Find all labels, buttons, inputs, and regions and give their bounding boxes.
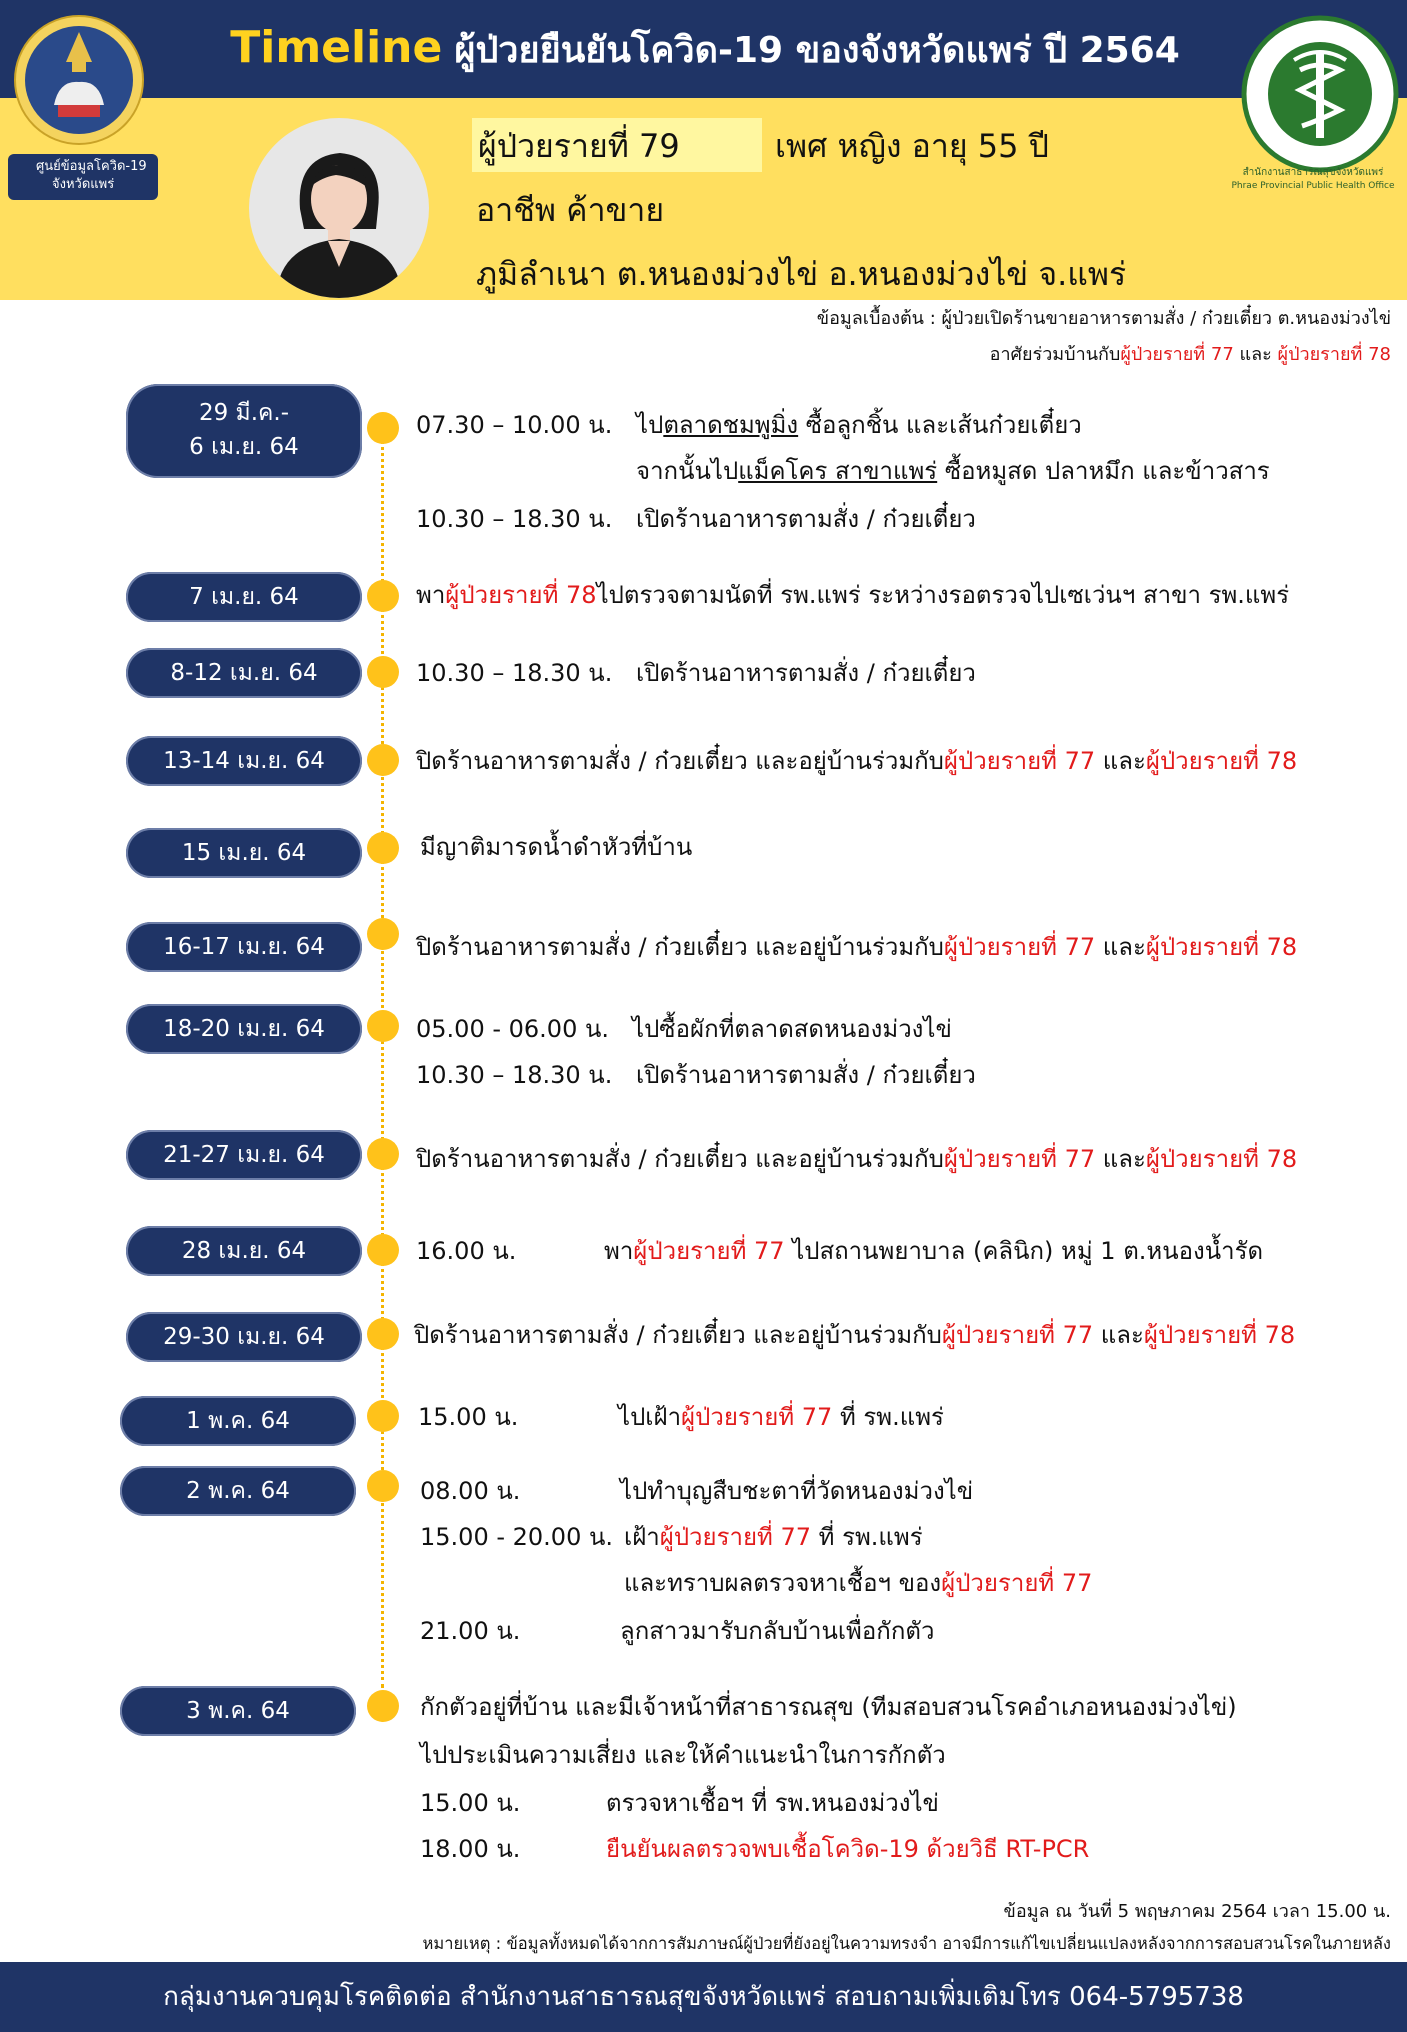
e9-c: ไปสถานพยาบาล (คลินิก) หมู่ 1 ต.หนองน้ำรัด bbox=[784, 1237, 1264, 1265]
event-e13-time3: 15.00 น. bbox=[420, 1789, 521, 1817]
patient-occupation: อาชีพ ค้าขาย bbox=[476, 191, 665, 229]
date-badge-e3: 8-12 เม.ย. 64 bbox=[126, 648, 362, 698]
event-e13-text1: กักตัวอยู่ที่บ้าน และมีเจ้าหน้าที่สาธารณสุข (ทีมสอบสวนโรคอำเภอหนองม่วงไข่) bbox=[420, 1693, 1237, 1721]
e2-c: ไปตรวจตามนัดที่ รพ.แพร่ ระหว่างรอตรวจไปเซเว่นฯ สาขา รพ.แพร่ bbox=[596, 581, 1290, 609]
event-e12-time1: 08.00 น. bbox=[420, 1477, 521, 1505]
basic-info-patient78: ผู้ป่วยรายที่ 78 bbox=[1277, 344, 1391, 365]
e9-a: พา bbox=[604, 1237, 634, 1265]
patient-hometown: ภูมิลำเนา ต.หนองม่วงไข่ อ.หนองม่วงไข่ จ.แพร่ bbox=[476, 255, 1127, 293]
e4-a: ปิดร้านอาหารตามสั่ง / ก๋วยเตี๋ยว และอยู่บ้านร่วมกับ bbox=[416, 747, 944, 775]
title-english: Timeline bbox=[230, 22, 443, 73]
e12-r3-patient77: ผู้ป่วยรายที่ 77 bbox=[941, 1569, 1093, 1597]
title-thai: ผู้ป่วยยืนยันโควิด-19 ของจังหวัดแพร่ ปี 2564 bbox=[454, 30, 1180, 71]
e8-and: และ bbox=[1095, 1145, 1146, 1173]
event-e13-text3: ตรวจหาเชื้อฯ ที่ รพ.หนองม่วงไข่ bbox=[606, 1789, 939, 1817]
event-e3-text: เปิดร้านอาหารตามสั่ง / ก๋วยเตี๋ยว bbox=[636, 659, 976, 687]
timeline-dot bbox=[367, 656, 399, 688]
e8-a: ปิดร้านอาหารตามสั่ง / ก๋วยเตี๋ยว และอยู่บ้านร่วมกับ bbox=[416, 1145, 944, 1173]
e10-and: และ bbox=[1093, 1321, 1144, 1349]
event-e5-text: มีญาติมารดน้ำดำหัวที่บ้าน bbox=[420, 833, 693, 861]
covid-data-center-badge bbox=[8, 154, 158, 200]
basic-info-and: และ bbox=[1233, 344, 1278, 365]
timeline-dot bbox=[367, 918, 399, 950]
timeline-dot bbox=[367, 580, 399, 612]
e1-text1-a: ไป bbox=[636, 411, 664, 439]
event-e7-text2: เปิดร้านอาหารตามสั่ง / ก๋วยเตี๋ยว bbox=[636, 1061, 976, 1089]
e11-c: ที่ รพ.แพร่ bbox=[832, 1403, 944, 1431]
date-badge-e8: 21-27 เม.ย. 64 bbox=[126, 1130, 362, 1180]
patient-gender-age: เพศ หญิง อายุ 55 ปี bbox=[775, 127, 1049, 165]
timeline-dot bbox=[367, 1234, 399, 1266]
e12-r2-a: เฝ้า bbox=[624, 1523, 660, 1551]
event-e11-time: 15.00 น. bbox=[418, 1403, 519, 1431]
e4-and: และ bbox=[1095, 747, 1146, 775]
event-e10-text bbox=[414, 1318, 1295, 1352]
event-e4-text bbox=[416, 744, 1297, 778]
remark-note: หมายเหตุ : ข้อมูลทั้งหมดได้จากการสัมภาษณ์ผู้ป่วยที่ยังอยู่ในความทรงจำ อาจมีการแก้ไขเปลี่ยนแปลงหลังจากการสอบสวนโรคในภายหลัง bbox=[422, 1934, 1391, 1953]
e8-patient78: ผู้ป่วยรายที่ 78 bbox=[1145, 1145, 1298, 1173]
basic-info-line1: ข้อมูลเบื้องต้น : ผู้ป่วยเปิดร้านขายอาหารตามสั่ง / ก๋วยเตี๋ยว ต.หนองม่วงไข่ bbox=[816, 308, 1391, 329]
timeline-dot bbox=[367, 1690, 399, 1722]
date-e1-line2: 6 เม.ย. 64 bbox=[189, 434, 299, 460]
e2-patient78: ผู้ป่วยรายที่ 78 bbox=[445, 581, 597, 609]
basic-info-line2 bbox=[990, 342, 1391, 368]
data-as-of: ข้อมูล ณ วันที่ 5 พฤษภาคม 2564 เวลา 15.00 น. bbox=[1003, 1901, 1391, 1922]
event-e13-text2: ไปประเมินความเสี่ยง และให้คำแนะนำในการกักตัว bbox=[420, 1741, 946, 1769]
ministry-name-thai: สำนักงานสาธารณสุขจังหวัดแพร่ bbox=[1242, 167, 1384, 178]
e6-patient77: ผู้ป่วยรายที่ 77 bbox=[943, 933, 1096, 961]
event-e1-text1 bbox=[636, 408, 1082, 442]
event-e8-text bbox=[416, 1142, 1297, 1176]
event-e11-text bbox=[618, 1400, 944, 1434]
timeline-dot bbox=[367, 412, 399, 444]
date-badge-e6: 16-17 เม.ย. 64 bbox=[126, 922, 362, 972]
event-e7-time2: 10.30 – 18.30 น. bbox=[416, 1061, 613, 1089]
patient-avatar bbox=[248, 117, 430, 299]
province-emblem-icon bbox=[14, 10, 144, 150]
patient-number: ผู้ป่วยรายที่ 79 bbox=[478, 127, 680, 165]
timeline-dot bbox=[367, 744, 399, 776]
page-title bbox=[165, 18, 1245, 81]
timeline-dot bbox=[367, 1470, 399, 1502]
date-badge-e7: 18-20 เม.ย. 64 bbox=[126, 1004, 362, 1054]
e1-text2-a: จากนั้นไป bbox=[636, 457, 739, 485]
event-e12-time2: 15.00 - 20.00 น. bbox=[420, 1523, 613, 1551]
e1-store-name: แม็คโคร สาขาแพร่ bbox=[738, 457, 938, 485]
event-e12-text2 bbox=[624, 1520, 923, 1554]
timeline-dot bbox=[367, 1138, 399, 1170]
date-badge-e4: 13-14 เม.ย. 64 bbox=[126, 736, 362, 786]
event-e3-time: 10.30 – 18.30 น. bbox=[416, 659, 613, 687]
event-e1-time3: 10.30 – 18.30 น. bbox=[416, 505, 613, 533]
e10-a: ปิดร้านอาหารตามสั่ง / ก๋วยเตี๋ยว และอยู่บ้านร่วมกับ bbox=[414, 1321, 942, 1349]
e1-text1-c: ซื้อลูกชิ้น และเส้นก๋วยเตี๋ยว bbox=[798, 411, 1082, 439]
date-e1-line1: 29 มี.ค.- bbox=[198, 400, 290, 426]
e1-market-name: ตลาดชมพูมิ่ง bbox=[663, 411, 799, 439]
e4-patient77: ผู้ป่วยรายที่ 77 bbox=[943, 747, 1096, 775]
e12-r3-a: และทราบผลตรวจหาเชื้อฯ ของ bbox=[624, 1569, 942, 1597]
timeline-dot bbox=[367, 1318, 399, 1350]
e6-patient78: ผู้ป่วยรายที่ 78 bbox=[1145, 933, 1298, 961]
event-e12-time4: 21.00 น. bbox=[420, 1617, 521, 1645]
event-e12-text1: ไปทำบุญสืบชะตาที่วัดหนองม่วงไข่ bbox=[620, 1477, 974, 1505]
e12-r2-patient77: ผู้ป่วยรายที่ 77 bbox=[659, 1523, 812, 1551]
date-badge-e2: 7 เม.ย. 64 bbox=[126, 572, 362, 622]
event-e1-text3: เปิดร้านอาหารตามสั่ง / ก๋วยเตี๋ยว bbox=[636, 505, 976, 533]
date-badge-e5: 15 เม.ย. 64 bbox=[126, 828, 362, 878]
event-e13-time4: 18.00 น. bbox=[420, 1835, 521, 1863]
event-e9-text bbox=[604, 1234, 1263, 1268]
e6-and: และ bbox=[1095, 933, 1146, 961]
timeline-dot bbox=[367, 1010, 399, 1042]
e4-patient78: ผู้ป่วยรายที่ 78 bbox=[1145, 747, 1298, 775]
date-badge-e10: 29-30 เม.ย. 64 bbox=[126, 1312, 362, 1362]
e11-a: ไปเฝ้า bbox=[618, 1403, 682, 1431]
date-badge-e1 bbox=[126, 384, 362, 478]
event-e9-time: 16.00 น. bbox=[416, 1237, 517, 1265]
e10-patient77: ผู้ป่วยรายที่ 77 bbox=[941, 1321, 1094, 1349]
timeline-dot bbox=[367, 1400, 399, 1432]
e1-text2-c: ซื้อหมูสด ปลาหมึก และข้าวสาร bbox=[937, 457, 1270, 485]
contact-info: กลุ่มงานควบคุมโรคติดต่อ สำนักงานสาธารณสุขจังหวัดแพร่ สอบถามเพิ่มเติมโทร 064-5795738 bbox=[163, 1982, 1244, 2012]
covid-center-line1: ศูนย์ข้อมูลโควิด-19 bbox=[36, 159, 147, 174]
event-e12-text4: ลูกสาวมารับกลับบ้านเพื่อกักตัว bbox=[620, 1617, 935, 1645]
e9-patient77: ผู้ป่วยรายที่ 77 bbox=[633, 1237, 785, 1265]
e11-patient77: ผู้ป่วยรายที่ 77 bbox=[681, 1403, 833, 1431]
e6-a: ปิดร้านอาหารตามสั่ง / ก๋วยเตี๋ยว และอยู่บ้านร่วมกับ bbox=[416, 933, 944, 961]
event-e7-text1: ไปซื้อผักที่ตลาดสดหนองม่วงไข่ bbox=[632, 1015, 952, 1043]
e2-a: พา bbox=[416, 581, 446, 609]
date-badge-e13: 3 พ.ค. 64 bbox=[120, 1686, 356, 1736]
event-e13-confirmed: ยืนยันผลตรวจพบเชื้อโควิด-19 ด้วยวิธี RT-PCR bbox=[606, 1835, 1090, 1863]
ministry-logo-icon bbox=[1240, 14, 1400, 174]
e8-patient77: ผู้ป่วยรายที่ 77 bbox=[943, 1145, 1096, 1173]
e10-patient78: ผู้ป่วยรายที่ 78 bbox=[1143, 1321, 1296, 1349]
basic-info-patient77: ผู้ป่วยรายที่ 77 bbox=[1120, 344, 1234, 365]
timeline-dot bbox=[367, 832, 399, 864]
date-badge-e9: 28 เม.ย. 64 bbox=[126, 1226, 362, 1276]
date-badge-e11: 1 พ.ค. 64 bbox=[120, 1396, 356, 1446]
basic-info-prefix: อาศัยร่วมบ้านกับ bbox=[989, 344, 1121, 365]
event-e6-text bbox=[416, 930, 1297, 964]
covid-center-line2: จังหวัดแพร่ bbox=[52, 177, 115, 192]
event-e1-time1: 07.30 – 10.00 น. bbox=[416, 411, 613, 439]
ministry-name-english: Phrae Provincial Public Health Office bbox=[1231, 181, 1395, 191]
event-e2-text bbox=[416, 578, 1289, 612]
event-e7-time1: 05.00 - 06.00 น. bbox=[416, 1015, 609, 1043]
e12-r2-c: ที่ รพ.แพร่ bbox=[811, 1523, 923, 1551]
date-badge-e12: 2 พ.ค. 64 bbox=[120, 1466, 356, 1516]
event-e1-text2 bbox=[636, 454, 1270, 488]
event-e12-text3 bbox=[624, 1566, 1092, 1600]
